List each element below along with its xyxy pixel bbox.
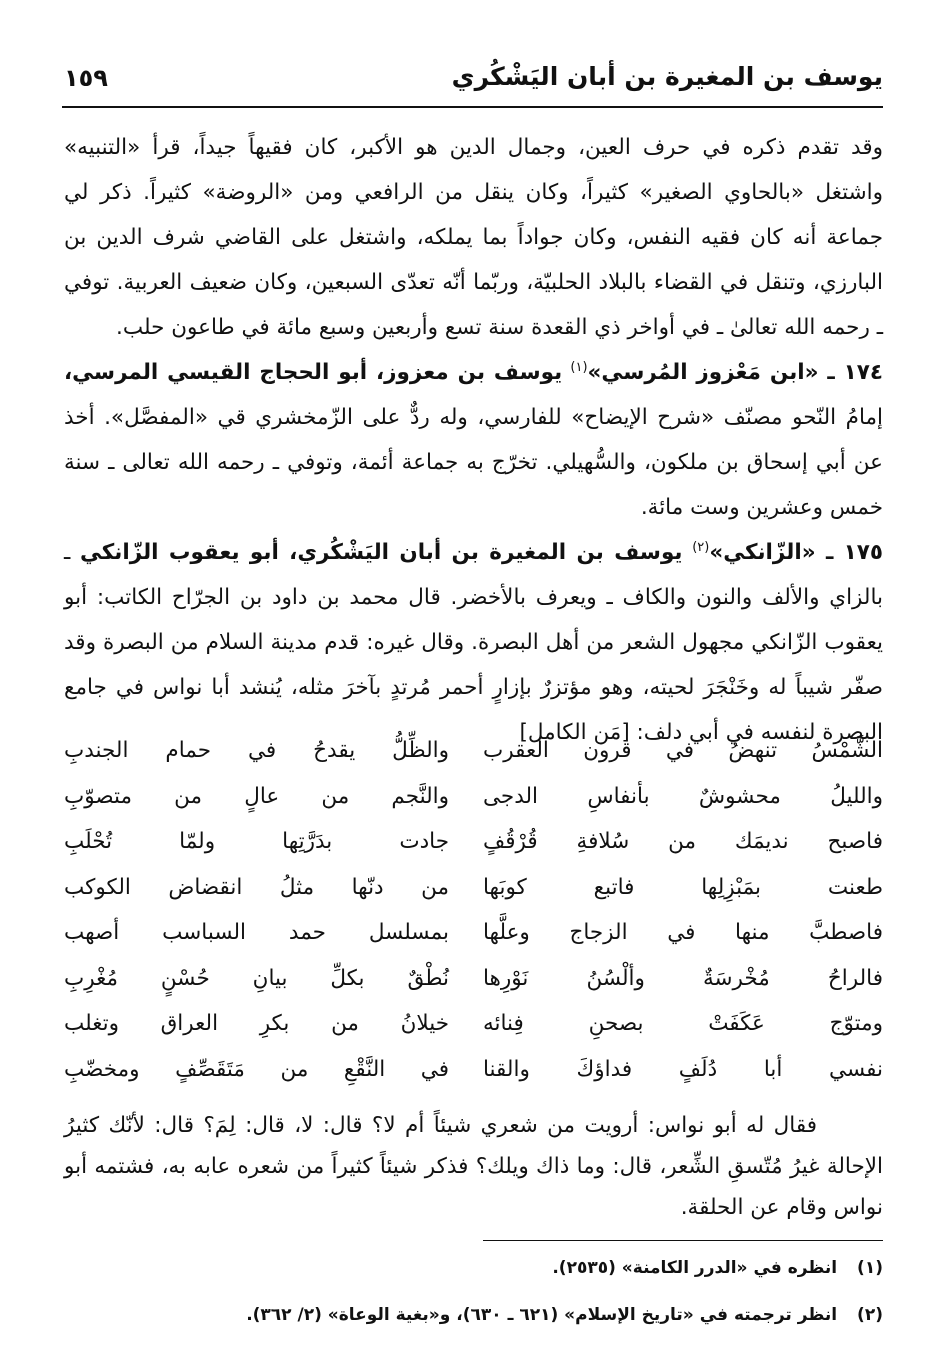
footnote-divider xyxy=(483,1240,883,1241)
entry-174-name: يوسف بن معزوز، أبو الحجاج القيسي المرسي، xyxy=(64,360,563,385)
entry-175 xyxy=(64,530,883,755)
verse-first-hemistich: فاصبح نديمَك من سُلافةِ قُرْقُفٍ xyxy=(483,829,883,854)
poem-verse xyxy=(64,875,883,921)
footnote-number: (٢) xyxy=(857,1305,883,1325)
verse-first-hemistich: فاصطبَّ منها في الزجاج وعلَّها xyxy=(483,920,883,945)
header-divider xyxy=(62,106,883,108)
entry-175-heading: ١٧٥ ـ «الزّانكي» xyxy=(709,540,883,565)
poem-verse xyxy=(64,1057,883,1103)
entry-174 xyxy=(64,350,883,530)
verse-first-hemistich: نفسي أبا دُلَفٍ فداؤكَ والقنا xyxy=(483,1056,883,1082)
entry-174-text: إمامُ النّحو مصنّف «شرح الإيضاح» للفارسي، وله ردٌّ على الزّمخشري قي «المفصَّل». أخذ عن أبي إسحاق بن ملكون، والسُّهيلي. تخرّج به جماعة أئمة، وتوفي ـ رحمه الله تعالى ـ سنة خمس وعشرين وست مائة. xyxy=(64,405,883,520)
page-number: ١٥٩ xyxy=(64,64,108,92)
footnote-ref-2: (٢) xyxy=(692,539,710,555)
poem-verse xyxy=(64,784,883,830)
poem-verse xyxy=(64,920,883,966)
verse-second-hemistich: خيلانُ من بكرِ العراق وتغلب xyxy=(64,1011,449,1036)
verse-first-hemistich: فالراحُ مُخْرسَةٌ وألْسُنُ نَوْرِها xyxy=(483,965,883,991)
footnote-1 xyxy=(64,1258,883,1278)
footnote-2 xyxy=(64,1305,883,1325)
entry-175-text: ـ بالزاي والألف والنون والكاف ـ ويعرف بالأخضر. قال محمد بن داود بن الجرّاح الكاتب: أبو يعقوب الزّانكي مجهول الشعر من أهل البصرة. وقال غيره: قدم مدينة السلام من البصرة وقد صفّر شيباً له وخَنْجَرَ لحيته، وهو مؤتزرٌ بإزارٍ أحمر مُرتدٍ بآخرَ مثله، يُنشد أبا نواس في جامع البصرة لنفسه في أبي دلف: [مَن الكامل] xyxy=(64,540,883,745)
footnote-text: انظره في «الدرر الكامنة» (٢٥٣٥). xyxy=(552,1258,838,1278)
after-poem-text xyxy=(64,1105,883,1228)
running-header-title: يوسف بن المغيرة بن أبان اليَشْكُري xyxy=(451,62,883,91)
poem-verse xyxy=(64,1011,883,1057)
main-text xyxy=(64,125,883,755)
poem-verse xyxy=(64,738,883,784)
entry-175-name: يوسف بن المغيرة بن أبان اليَشْكُري، أبو يعقوب الزّانكي xyxy=(80,540,683,565)
paragraph-intro: وقد تقدم ذكره في حرف العين، وجمال الدين هو الأكبر، كان فقيهاً جيداً، قرأ «التنبيه» واشتغل «بالحاوي الصغير» كثيراً، وكان ينقل من الرافعي ومن «الروضة» كثيراً. ذكر لي جماعة أنه كان فقيه النفس، وكان جواداً بما يملكه، واشتغل على القاضي شرف الدين بن البارزي، وتنقل في القضاء بالبلاد الحلبيّة، وربّما أنّه تعدّى السبعين، وكان ضعيف العربية. توفي ـ رحمه الله تعالىٰ ـ في أواخر ذي القعدة سنة تسع وأربعين وسبع مائة في طاعون حلب. xyxy=(64,135,883,340)
verse-second-hemistich: بمسلسل حمد السباسب أصهب xyxy=(64,920,449,945)
verse-second-hemistich: نُطْقٌ بكلِّ بيانِ حُسْنٍ مُغْرِبِ xyxy=(64,965,449,991)
footnote-number: (١) xyxy=(857,1258,883,1278)
entry-174-heading: ١٧٤ ـ «ابن مَعْزوز المُرسي» xyxy=(587,360,883,385)
poem-verse xyxy=(64,829,883,875)
verse-second-hemistich: والظِّلُّ يقدحُ في حمام الجندبِ xyxy=(64,738,449,763)
verse-second-hemistich: من دنّها مثلُ انقضاض الكوكب xyxy=(64,874,449,900)
poem-verse xyxy=(64,966,883,1012)
verse-first-hemistich: والليلُ محشوشٌ بأنفاسِ الدجى xyxy=(483,783,883,809)
verse-second-hemistich: جادت بدَرَّتِها ولمّا تُحْلَبِ xyxy=(64,829,449,854)
verse-first-hemistich: طعنت بمَبْزِلِها فاتبع كوبَها xyxy=(483,874,883,900)
paragraph-dialogue: فقال له أبو نواس: أرويت من شعري شيئاً أم لا؟ قال: لا، قال: لِمَ؟ قال: لأنّك كثيرُ الإحالة غيرُ مُتّسقِ الشِّعر، قال: وما ذاك ويلك؟ فذكر شيئاً كثيراً من شعره عابه به، فشتمه أبو نواس وقام عن الحلقة. xyxy=(64,1113,883,1220)
footnote-ref-1: (١) xyxy=(570,359,588,375)
poem xyxy=(64,738,883,1102)
footnote-text: انظر ترجمته في «تاريخ الإسلام» (٦٢١ ـ ٦٣٠)، و«بغية الوعاة» (٢/ ٣٦٢). xyxy=(246,1305,838,1325)
verse-second-hemistich: والنَّجم من عالٍ من متصوّبِ xyxy=(64,783,449,809)
verse-first-hemistich: ومتوّج عَكَفَتْ بصحنِ فِنائه xyxy=(483,1011,883,1036)
verse-second-hemistich: في النَّقْعِ من مَتَقَصِّفٍ ومخضّبِ xyxy=(64,1056,449,1082)
verse-first-hemistich: الشَّمْسُ تنهضُ في قرون العقرب xyxy=(483,738,883,763)
